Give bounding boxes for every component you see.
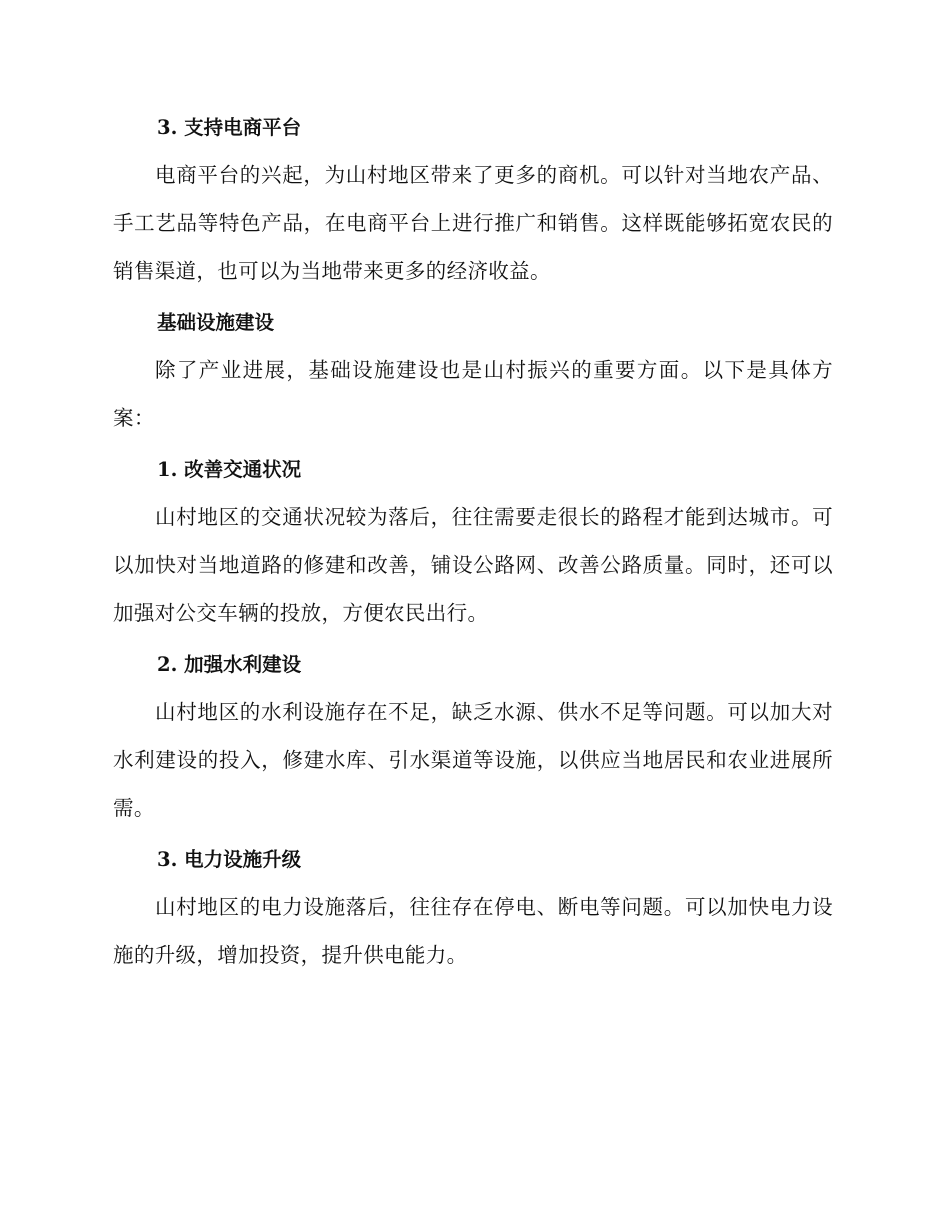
section-paragraph: 山村地区的电力设施落后，往往存在停电、断电等问题。可以加快电力设施的升级，增加投资，提升供电能力。 [113,895,833,967]
section-heading: 2. 加强水利建设 [157,653,302,676]
section-transportation [113,447,833,637]
section-heading: 3. 电力设施升级 [157,848,302,871]
section-water-conservancy [113,642,833,832]
section-paragraph: 山村地区的交通状况较为落后，往往需要走很长的路程才能到达城市。可以加快对当地道路的修建和改善，铺设公路网、改善公路质量。同时，还可以加强对公交车辆的投放，方便农民出行。 [113,505,833,625]
section-heading: 3. 支持电商平台 [157,116,302,139]
section-paragraph: 山村地区的水利设施存在不足，缺乏水源、供水不足等问题。可以加大对水利建设的投入，修建水库、引水渠道等设施，以供应当地居民和农业进展所需。 [113,700,833,820]
section-heading: 1. 改善交通状况 [157,458,302,481]
section-paragraph: 电商平台的兴起，为山村地区带来了更多的商机。可以针对当地农产品、手工艺品等特色产品，在电商平台上进行推广和销售。这样既能够拓宽农民的销售渠道，也可以为当地带来更多的经济收益。 [113,163,833,283]
section-heading: 基础设施建设 [157,311,275,334]
section-ecommerce [113,105,833,295]
section-paragraph: 除了产业进展，基础设施建设也是山村振兴的重要方面。以下是具体方案： [113,358,833,430]
section-power-facilities [113,837,833,979]
section-infrastructure [113,300,833,442]
document-content [113,105,833,984]
